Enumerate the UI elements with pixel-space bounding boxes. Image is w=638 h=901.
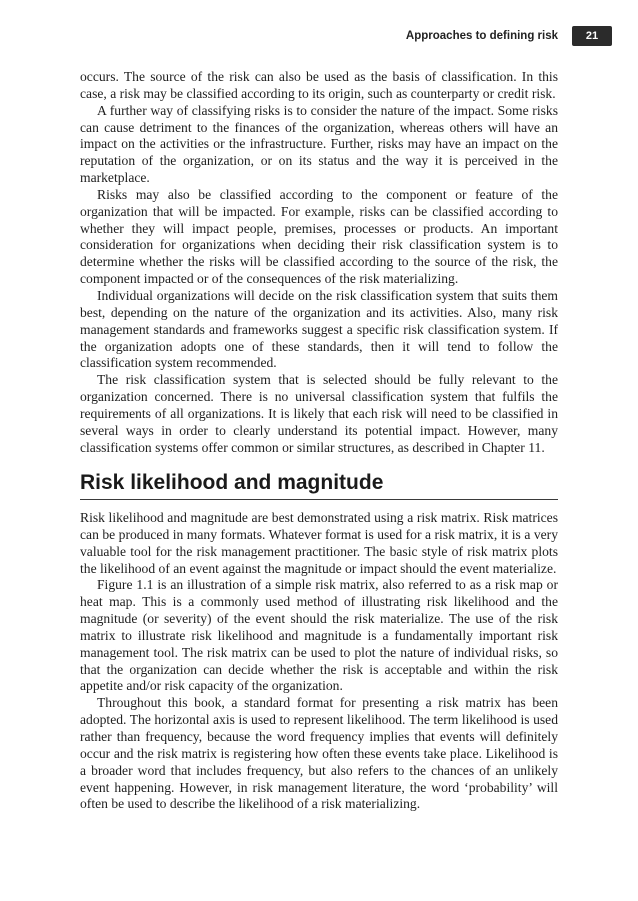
paragraph: Risk likelihood and magnitude are best demonstrated using a risk matrix. Risk matrices can be produced in many formats. Whatever format is used for a risk matrix, it is a very valuable tool for the risk management practitioner. The basic style of risk matrix plots the likelihood of an event against the magnitude or impact should the event materialize. (80, 510, 558, 576)
body-text-section (80, 510, 558, 813)
paragraph: Risks may also be classified according to the component or feature of the organization that will be impacted. For example, risks can be classified according to whether they will impact people, premises, processes or products. An important consideration for organizations when deciding their risk classification system is to determine whether the risks will be classified according to the source of the risk, the component impacted or of the consequences of the risk materializing. (80, 186, 558, 287)
paragraph: The risk classification system that is selected should be fully relevant to the organization concerned. There is no universal classification system that fulfils the requirements of all organizations. It is likely that each risk will need to be classified in several ways in order to clearly understand its potential impact. However, many classification systems offer common or similar structures, as described in Chapter 11. (80, 372, 558, 455)
paragraph: Figure 1.1 is an illustration of a simple risk matrix, also referred to as a risk map or heat map. This is a commonly used method of illustrating risk likelihood and the magnitude (or severity) of the event should the risk materialize. The use of the risk matrix to illustrate risk likelihood and magnitude is a fundamentally important risk management tool. The risk matrix can be used to plot the nature of individual risks, so that the organization can decide whether the risk is acceptable and within the risk appetite and/or risk capacity of the organization. (80, 577, 558, 694)
page-number: 21 (572, 26, 612, 46)
section-heading: Risk likelihood and magnitude (80, 470, 558, 500)
paragraph: Individual organizations will decide on the risk classification system that suits them best, depending on the nature of the organization and its activities. Also, many risk management standards and frameworks suggest a specific risk classification system. If the organization adopts one of these standards, then it will tend to follow the classification system recommended. (80, 287, 558, 371)
paragraph: A further way of classifying risks is to consider the nature of the impact. Some risks can cause detriment to the finances of the organization, whereas others will have an impact on the activities or the infrastructure. Further, risks may have an impact on the reputation of the organization, or on its status and the way it is perceived in the marketplace. (80, 102, 558, 186)
paragraph: Throughout this book, a standard format for presenting a risk matrix has been adopted. The horizontal axis is used to represent likelihood. The term likelihood is used rather than frequency, because the word frequency implies that events will definitely occur and the risk matrix is registering how often these events take place. Likelihood is a broader word that includes frequency, but also refers to the chances of an unlikely event happening. However, in risk management literature, the word ‘probability’ will often be used to describe the likelihood of a risk materializing. (80, 695, 558, 812)
running-header (406, 25, 612, 47)
paragraph: occurs. The source of the risk can also be used as the basis of classification. In this case, a risk may be classified according to its origin, such as counterparty or credit risk. (80, 69, 558, 101)
body-text-top (80, 69, 558, 456)
running-title: Approaches to defining risk (405, 30, 558, 42)
